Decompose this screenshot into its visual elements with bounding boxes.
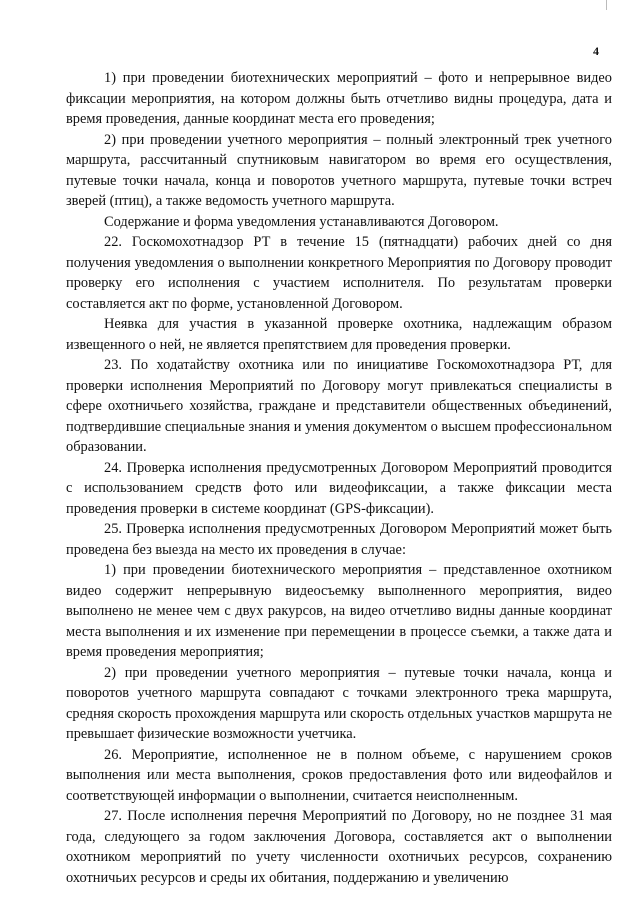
- paragraph-24: 24. Проверка исполнения предусмотренных Договором Мероприятий проводится с использованием средств фото или видеофиксации, а также фиксации места проведения проверки в системе координат (GPS-фиксации).: [66, 459, 612, 517]
- page-number: 4: [593, 44, 599, 58]
- paragraph-non-attendance: Неявка для участия в указанной проверке охотника, надлежащим образом извещенного о ней, не является препятствием для проведения проверки.: [66, 316, 612, 353]
- paragraph-notice-form: Содержание и форма уведомления устанавливаются Договором.: [104, 213, 499, 230]
- scan-edge-mark: [606, 0, 607, 10]
- document-body: [66, 68, 612, 888]
- paragraph-25-item-1: 1) при проведении биотехнического мероприятия – представленное охотником видео содержит непрерывную видеосъемку выполненного мероприятия, видео выполнено не менее чем с двух ракурсов, на видео отчетливо видны данные координат места выполнения и их изменение при перемещении в процессе съемки, а также дата и время проведения мероприятия;: [66, 562, 612, 660]
- paragraph-2-survey-requirements: 2) при проведении учетного мероприятия – полный электронный трек учетного маршрута, рассчитанный спутниковым навигатором во время его осуществления, путевые точки начала, конца и поворотов учетного маршрута, путевые точки встреч зверей (птиц), а также ведомость учетного маршрута.: [66, 131, 612, 209]
- paragraph-25: 25. Проверка исполнения предусмотренных Договором Мероприятий может быть проведена без выезда на место их проведения в случае:: [66, 521, 612, 558]
- paragraph-25-item-2: 2) при проведении учетного мероприятия – путевые точки начала, конца и поворотов учетного маршрута совпадают с точками электронного трека маршрута, средняя скорость прохождения маршрута или скорость отдельных участков маршрута не превышает физические возможности учетчика.: [66, 664, 612, 742]
- paragraph-1-biotech-requirements: 1) при проведении биотехнических мероприятий – фото и непрерывное видео фиксации мероприятия, на котором должны быть отчетливо видны процедура, дата и время проведения, данные координат места его проведения;: [66, 70, 612, 127]
- paragraph-23: 23. По ходатайству охотника или по инициативе Госкомохотнадзора РТ, для проверки исполнения Мероприятий по Договору могут привлекаться специалисты в сфере охотничьего хозяйства, граждане и представители общественных объединений, подтвердившие специальные знания и умения документом о высшем профессиональном образовании.: [66, 357, 612, 455]
- paragraph-27: 27. После исполнения перечня Мероприятий по Договору, но не позднее 31 мая года, следующего за годом заключения Договора, составляется акт о выполнении охотником мероприятий по учету численности охотничьих ресурсов, сохранению охотничьих ресурсов и среды их обитания, поддержанию и увеличению: [66, 808, 612, 886]
- paragraph-22: 22. Госкомохотнадзор РТ в течение 15 (пятнадцати) рабочих дней со дня получения уведомления о выполнении конкретного Мероприятия по Договору проводит проверку его исполнения с участием исполнителя. По результатам проверки составляется акт по форме, установленной Договором.: [66, 234, 612, 312]
- paragraph-26: 26. Мероприятие, исполненное не в полном объеме, с нарушением сроков выполнения или места выполнения, сроков предоставления фото или видеофайлов и соответствующей информации о выполнении, считается неисполненным.: [66, 746, 612, 804]
